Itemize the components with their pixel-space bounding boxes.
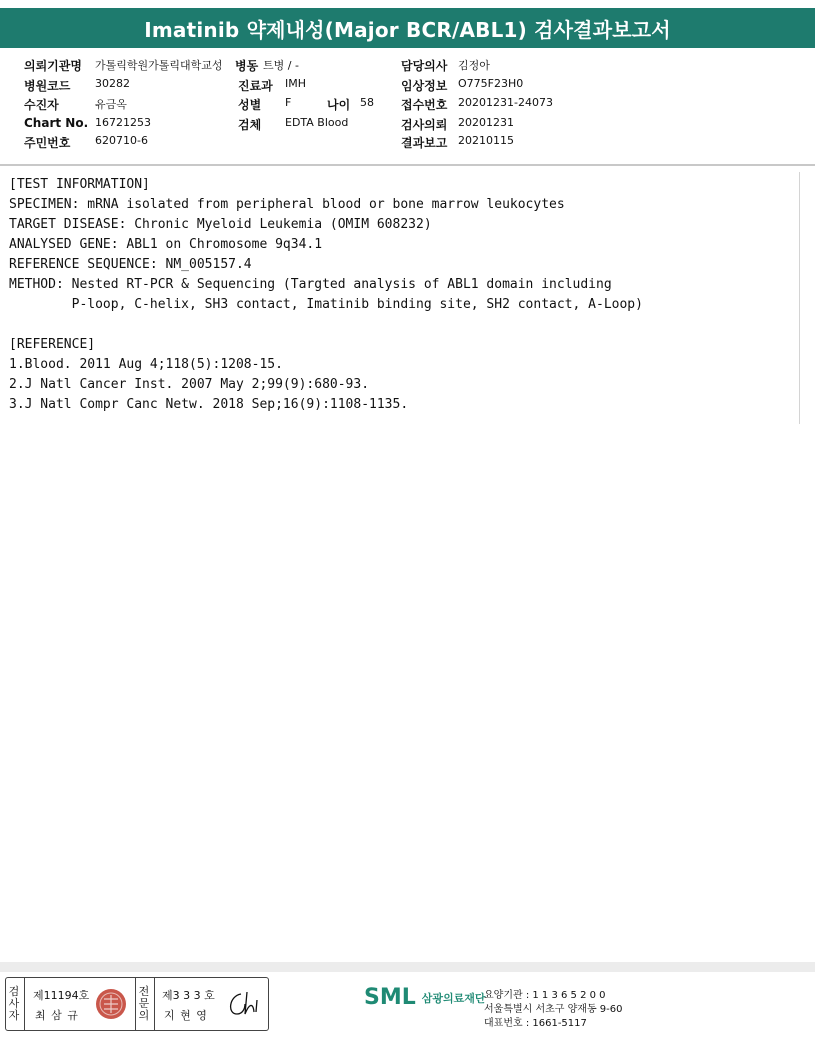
- result-text-panel: [0, 172, 800, 424]
- ward-label: 병동: [235, 59, 259, 73]
- patient-info: [0, 48, 815, 163]
- text-line: METHOD: Nested RT-PCR & Sequencing (Targted analysis of ABL1 domain including: [9, 277, 612, 292]
- sml-logo: [364, 985, 486, 1010]
- org-address: 서울특별시 서초구 양재동 9-60: [484, 1004, 623, 1015]
- hospital-code-value: 30282: [95, 77, 130, 90]
- collector-value: 유금옥: [95, 98, 127, 111]
- sml-logo-text: SML: [364, 985, 416, 1010]
- specialist-label-char: 의: [138, 1009, 150, 1022]
- text-line: REFERENCE SEQUENCE: NM_005157.4: [9, 257, 252, 272]
- text-line: P-loop, C-helix, SH3 contact, Imatinib binding site, SH2 contact, A-Loop): [9, 297, 643, 312]
- specialist-label-char: 문: [138, 997, 150, 1010]
- examiner-label: [6, 978, 22, 1030]
- box-divider: [24, 978, 25, 1030]
- care-code: 요양기관 : 1 1 3 6 5 2 0 0: [484, 990, 606, 1001]
- institution-value: 가톨릭학원가톨릭대학교성: [95, 59, 223, 72]
- specialist-license: 제3 3 3 호: [162, 989, 215, 1002]
- examiner-name: 최 삼 규: [35, 1009, 79, 1022]
- id-no-label: 주민번호: [24, 136, 71, 150]
- specialist-label-char: 전: [138, 985, 150, 998]
- signature-box: [5, 977, 269, 1031]
- text-line: ANALYSED GENE: ABL1 on Chromosome 9q34.1: [9, 237, 323, 252]
- specimen-label: 검체: [238, 118, 262, 132]
- dept-label: 진료과: [238, 79, 273, 93]
- collector-label: 수진자: [24, 98, 59, 112]
- chart-no-label: Chart No.: [24, 116, 89, 130]
- accession-label: 접수번호: [401, 98, 448, 112]
- sex-value: F: [285, 96, 292, 109]
- text-line: 2.J Natl Cancer Inst. 2007 May 2;99(9):680-93.: [9, 377, 370, 392]
- specialist-label: [136, 978, 152, 1030]
- box-divider: [154, 978, 155, 1030]
- examiner-label-char: 사: [8, 997, 20, 1010]
- org-phone: 대표번호 : 1661-5117: [484, 1018, 587, 1029]
- examiner-license: 제11194호: [33, 989, 90, 1002]
- doctor-label: 담당의사: [401, 59, 448, 73]
- institution-label: 의뢰기관명: [24, 59, 82, 73]
- report-title: Imatinib 약제내성(Major BCR/ABL1) 검사결과보고서: [144, 17, 671, 42]
- doctor-value: 김정아: [458, 59, 490, 72]
- clinical-value: O775F23H0: [458, 77, 524, 90]
- request-date-label: 검사의뢰: [401, 118, 448, 132]
- age-value: 58: [360, 96, 374, 109]
- text-line: SPECIMEN: mRNA isolated from peripheral blood or bone marrow leukocytes: [9, 197, 565, 212]
- examiner-seal-icon: [94, 987, 128, 1021]
- header-divider: [0, 164, 815, 166]
- footer-band: [0, 962, 815, 972]
- text-line: 3.J Natl Compr Canc Netw. 2018 Sep;16(9):1108-1135.: [9, 397, 409, 412]
- examiner-label-char: 자: [8, 1009, 20, 1022]
- request-date-value: 20201231: [458, 116, 514, 129]
- specimen-value: EDTA Blood: [285, 116, 349, 129]
- report-date-label: 결과보고: [401, 136, 448, 150]
- report-title-bar: [0, 8, 815, 48]
- sex-label: 성별: [238, 98, 262, 112]
- text-line: [REFERENCE]: [9, 337, 96, 352]
- text-line: 1.Blood. 2011 Aug 4;118(5):1208-15.: [9, 357, 283, 372]
- examiner-label-char: 검: [8, 985, 20, 998]
- age-label: 나이: [327, 98, 351, 112]
- text-line: [TEST INFORMATION]: [9, 177, 150, 192]
- org-name: 삼광의료재단: [421, 991, 486, 1005]
- hospital-code-label: 병원코드: [24, 79, 71, 93]
- text-line: TARGET DISEASE: Chronic Myeloid Leukemia (OMIM 608232): [9, 217, 432, 232]
- ward-value: 트병 / -: [263, 59, 299, 72]
- report-date-value: 20210115: [458, 134, 514, 147]
- chart-no-value: 16721253: [95, 116, 151, 129]
- accession-value: 20201231-24073: [458, 96, 553, 109]
- id-no-value: 620710-6: [95, 134, 148, 147]
- specialist-name: 지 현 영: [164, 1009, 208, 1022]
- dept-value: IMH: [285, 77, 307, 90]
- clinical-label: 임상정보: [401, 79, 448, 93]
- specialist-signature-icon: [223, 988, 263, 1020]
